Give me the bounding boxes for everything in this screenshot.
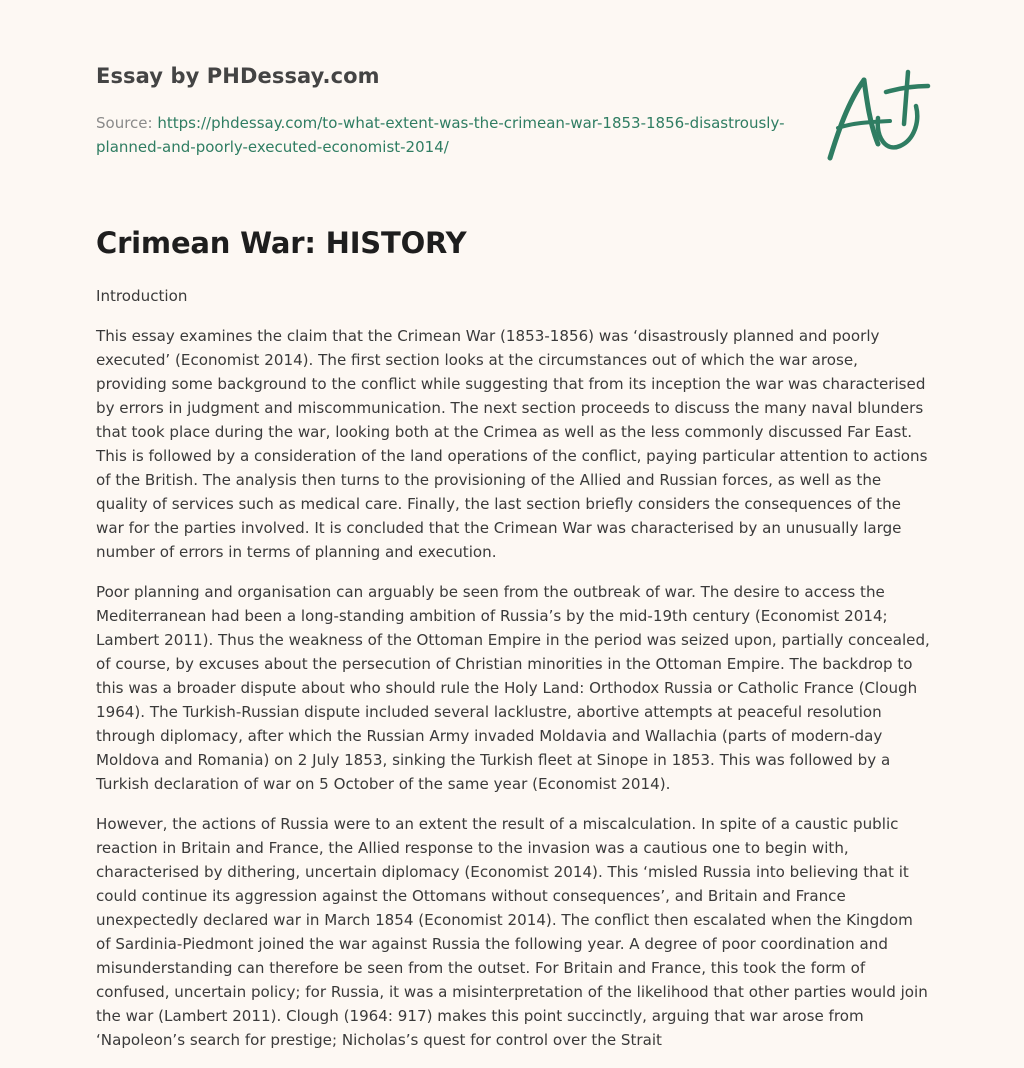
site-title: Essay by PHDessay.com — [96, 64, 380, 88]
section-heading: Introduction — [96, 287, 188, 305]
source-line — [96, 111, 816, 159]
a-plus-logo — [820, 66, 932, 166]
paragraph: However, the actions of Russia were to an extent the result of a miscalculation. In spite of a caustic public reaction in Britain and France, the Allied response to the invasion was a cautious one to begin with, characterised by dithering, uncertain diplomacy (Economist 2014). This ‘misled Russia into believing that it could continue its aggression against the Ottomans without consequences’, and Britain and France unexpectedly declared war in March 1854 (Economist 2014). The conflict then escalated when the Kingdom of Sardinia-Piedmont joined the war against Russia the following year. A degree of poor coordination and misunderstanding can therefore be seen from the outset. For Britain and France, this took the form of confused, uncertain policy; for Russia, it was a misinterpretation of the likelihood that other parties would join the war (Lambert 2011). Clough (1964: 917) makes this point succinctly, arguing that war arose from ‘Napoleon’s search for prestige; Nicholas’s quest for control over the Strait — [96, 815, 928, 1049]
paragraph: This essay examines the claim that the Crimean War (1853-1856) was ‘disastrously planned and poorly executed’ (Economist 2014). The first section looks at the circumstances out of which the war arose, providing some background to the conflict while suggesting that from its inception the war was characterised by errors in judgment and miscommunication. The next section proceeds to discuss the many naval blunders that took place during the war, looking both at the Crimea as well as the less commonly discussed Far East. This is followed by a consideration of the land operations of the conflict, paying particular attention to actions of the British. The analysis then turns to the provisioning of the Allied and Russian forces, as well as the quality of services such as medical care. Finally, the last section briefly considers the consequences of the war for the parties involved. It is concluded that the Crimean War was characterised by an unusually large number of errors in terms of planning and execution. — [96, 327, 928, 561]
source-label: Source: — [96, 114, 158, 132]
paragraph: Poor planning and organisation can arguably be seen from the outbreak of war. The desire to access the Mediterranean had been a long-standing ambition of Russia’s by the mid-19th century (Economist 2014; Lambert 2011). Thus the weakness of the Ottoman Empire in the period was seized upon, partially concealed, of course, by excuses about the persecution of Christian minorities in the Ottoman Empire. The backdrop to this was a broader dispute about who should rule the Holy Land: Orthodox Russia or Catholic France (Clough 1964). The Turkish-Russian dispute included several lacklustre, abortive attempts at peaceful resolution through diplomacy, after which the Russian Army invaded Moldavia and Wallachia (parts of modern-day Moldova and Romania) on 2 July 1853, sinking the Turkish fleet at Sinope in 1853. This was followed by a Turkish declaration of war on 5 October of the same year (Economist 2014). — [96, 583, 930, 793]
source-link[interactable]: https://phdessay.com/to-what-extent-was-the-crimean-war-1853-1856-disastrously-planned-and-poorly-executed-economist-2014/ — [96, 114, 785, 156]
essay-body — [96, 284, 932, 1068]
page-title: Crimean War: HISTORY — [96, 226, 467, 260]
